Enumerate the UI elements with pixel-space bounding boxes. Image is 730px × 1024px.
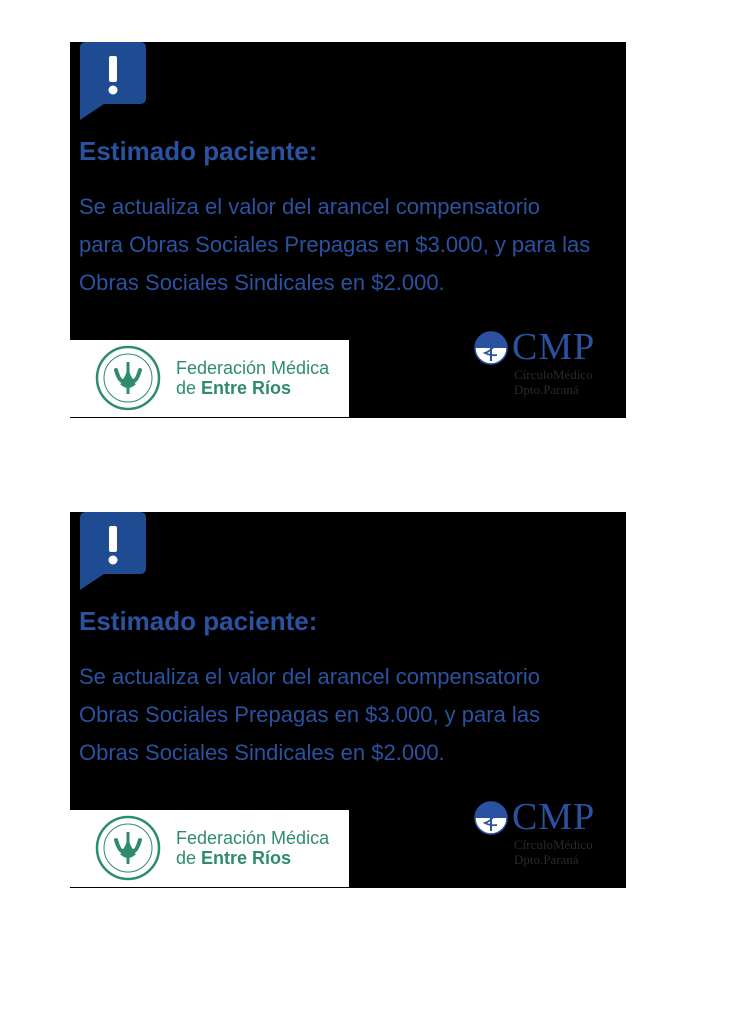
fmer-line2-prefix: de xyxy=(176,848,202,868)
notice-body-line: Obras Sociales Sindicales en $2.000. xyxy=(79,270,445,295)
fmer-logo xyxy=(70,340,349,417)
notice-card-2 xyxy=(70,512,626,888)
cmp-line2: Dpto.Paraná xyxy=(514,852,579,867)
alert-bubble-icon xyxy=(80,42,146,120)
cmp-line1: CírculoMédico xyxy=(514,837,593,852)
cmp-wordmark: CMP xyxy=(512,326,596,368)
notice-title: Estimado paciente: xyxy=(79,136,318,166)
cmp-caduceus-icon xyxy=(474,801,508,835)
fmer-line1: Federación Médica xyxy=(176,358,330,378)
notice-body xyxy=(79,658,540,772)
notice-body-line: Obras Sociales Sindicales en $2.000. xyxy=(79,740,445,765)
fmer-seal-logo xyxy=(94,344,162,412)
fmer-logo-text xyxy=(176,358,329,398)
notice-title: Estimado paciente: xyxy=(79,606,318,636)
fmer-seal-logo xyxy=(94,814,162,882)
cmp-caduceus-icon xyxy=(474,331,508,365)
cmp-subtitle xyxy=(514,367,593,397)
cmp-line1: CírculoMédico xyxy=(514,367,593,382)
notice-body-line: Se actualiza el valor del arancel compensatorio xyxy=(79,194,541,219)
cmp-logo xyxy=(474,797,624,877)
fmer-line2 xyxy=(176,378,329,398)
notice-body xyxy=(79,188,590,302)
fmer-line2-bold: Entre Ríos xyxy=(201,848,292,868)
notice-body-line: para Obras Sociales Prepagas en $3.000, y para las xyxy=(79,232,591,257)
cmp-subtitle xyxy=(514,837,593,867)
cmp-wordmark: CMP xyxy=(512,796,596,838)
fmer-line2-bold: Entre Ríos xyxy=(201,378,292,398)
fmer-line1: Federación Médica xyxy=(176,828,330,848)
fmer-line2-prefix: de xyxy=(176,378,202,398)
notice-body-line: Obras Sociales Prepagas en $3.000, y para las xyxy=(79,702,541,727)
fmer-logo xyxy=(70,810,349,887)
cmp-logo xyxy=(474,327,624,407)
fmer-logo-text xyxy=(176,828,329,868)
cmp-line2: Dpto.Paraná xyxy=(514,382,579,397)
fmer-line2 xyxy=(176,848,329,868)
notice-card-1 xyxy=(70,42,626,418)
notice-body-line: Se actualiza el valor del arancel compensatorio xyxy=(79,664,541,689)
alert-bubble-icon xyxy=(80,512,146,590)
